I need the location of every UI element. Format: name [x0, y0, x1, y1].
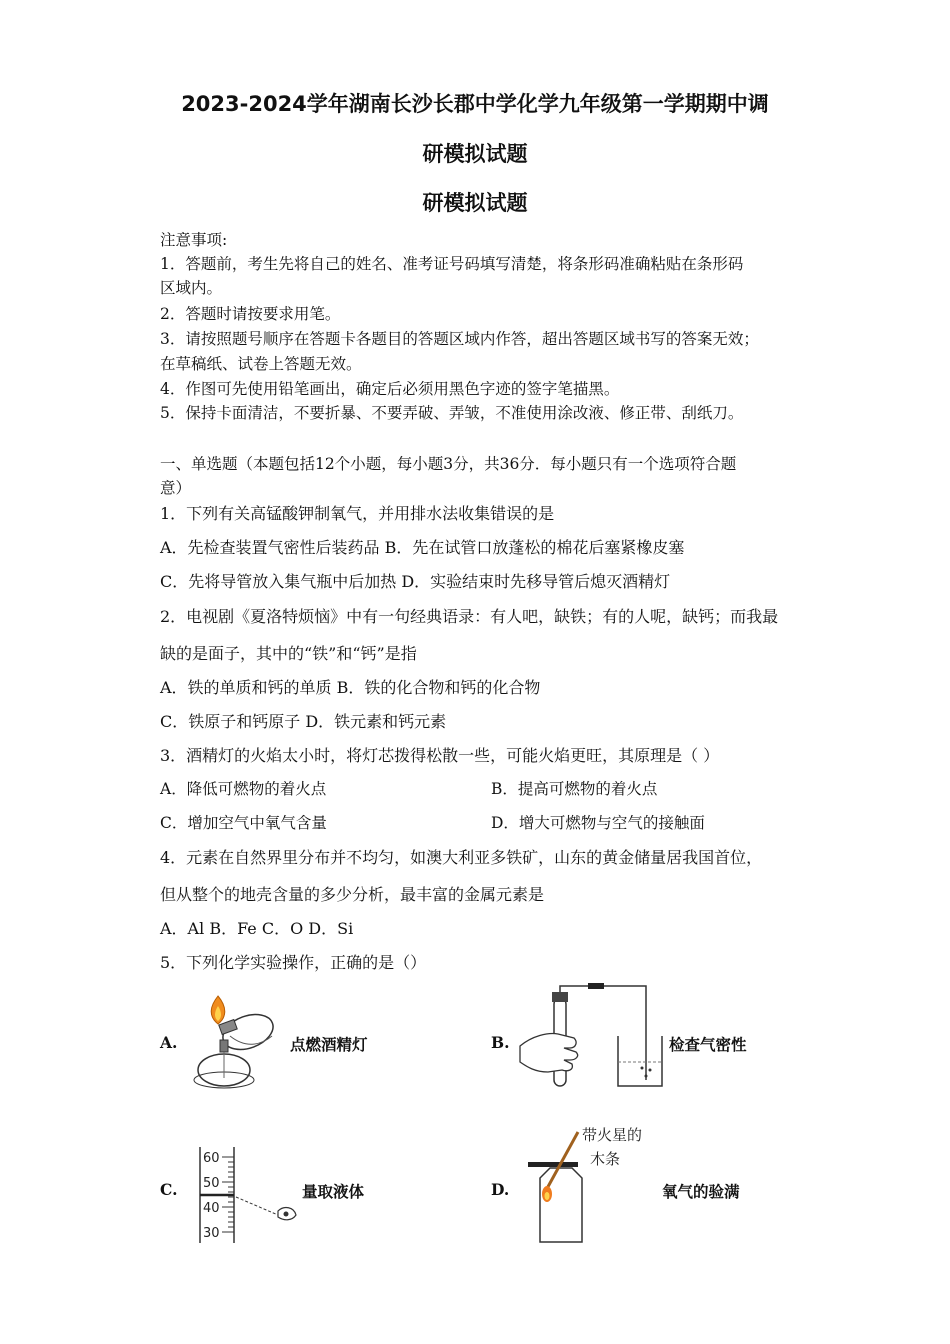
question-5-option-c-caption: 量取液体 — [302, 1182, 365, 1201]
oxygen-full-test-figure — [520, 1122, 670, 1251]
page-subtitle: 研模拟试题 — [422, 191, 528, 215]
alcohol-lamp-lighting-figure — [190, 988, 285, 1097]
question-5-option-b-caption: 检查气密性 — [669, 1035, 747, 1054]
question-2-options-ab: A．铁的单质和钙的单质 B．铁的化合物和钙的化合物 — [160, 678, 541, 697]
question-5-stem: 5．下列化学实验操作，正确的是（） — [160, 953, 427, 972]
notice-item: 2．答题时请按要求用笔。 — [160, 305, 341, 323]
question-5-option-d-label: D. — [491, 1180, 510, 1199]
question-2-stem: 2．电视剧《夏洛特烦恼》中有一句经典语录：有人吧，缺铁；有的人呢，缺钙；而我最 — [160, 607, 779, 626]
wood-splint-note: 带火星的 — [582, 1126, 643, 1144]
notice-item: 5．保持卡面清洁，不要折暴、不要弄破、弄皱，不准使用涂改液、修正带、刮纸刀。 — [160, 404, 744, 422]
cylinder-tick-label: 30 — [203, 1226, 220, 1241]
question-4-stem: 4．元素在自然界里分布并不均匀，如澳大利亚多铁矿，山东的黄金储量居我国首位， — [160, 848, 763, 867]
question-2-stem-cont: 缺的是面子，其中的“铁”和“钙”是指 — [160, 644, 417, 663]
question-3-stem: 3．酒精灯的火焰太小时，将灯芯拨得松散一些，可能火焰更旺，其原理是（ ） — [160, 746, 720, 765]
question-5-option-a-caption: 点燃酒精灯 — [290, 1035, 368, 1054]
question-5-option-a-label: A. — [160, 1033, 178, 1052]
question-3-option-c: C．增加空气中氧气含量 — [160, 814, 327, 832]
question-3-option-b: B．提高可燃物的着火点 — [491, 780, 658, 798]
question-1-stem: 1．下列有关高锰酸钾制氧气，并用排水法收集错误的是 — [160, 504, 555, 523]
notice-item: 在草稿纸、试卷上答题无效。 — [160, 355, 362, 373]
question-3-option-a: A．降低可燃物的着火点 — [160, 780, 327, 798]
question-4-options: A．Al B．Fe C．O D．Si — [160, 919, 354, 938]
notice-heading: 注意事项: — [160, 231, 228, 249]
question-3-option-d: D．增大可燃物与空气的接触面 — [491, 814, 705, 832]
question-5-option-b-label: B. — [491, 1033, 510, 1052]
question-5-option-c-label: C. — [160, 1180, 178, 1199]
graduated-cylinder-figure — [196, 1145, 306, 1249]
notice-item: 区域内。 — [160, 279, 223, 297]
cylinder-tick-label: 50 — [203, 1176, 220, 1191]
section-heading-cont: 意） — [160, 479, 192, 497]
question-1-options-cd: C．先将导管放入集气瓶中后加热 D．实验结束时先移导管后熄灭酒精灯 — [160, 572, 671, 591]
notice-item: 3．请按照题号顺序在答题卡各题目的答题区域内作答，超出答题区域书写的答案无效； — [160, 330, 759, 348]
wood-splint-note-cont: 木条 — [590, 1150, 621, 1168]
notice-item: 4．作图可先使用铅笔画出，确定后必须用黑色字迹的签字笔描黑。 — [160, 380, 620, 398]
question-1-options-ab: A．先检查装置气密性后装药品 B．先在试管口放蓬松的棉花后塞紧橡皮塞 — [160, 538, 685, 557]
section-heading: 一、单选题（本题包括12个小题，每小题3分，共36分．每小题只有一个选项符合题 — [160, 455, 737, 473]
question-4-stem-cont: 但从整个的地壳含量的多少分析，最丰富的金属元素是 — [160, 885, 545, 904]
question-5-option-d-caption: 氧气的验满 — [662, 1182, 740, 1201]
cylinder-tick-label: 60 — [203, 1151, 220, 1166]
airtightness-check-figure — [518, 980, 668, 1094]
notice-item: 1．答题前，考生先将自己的姓名、准考证号码填写清楚，将条形码准确粘贴在条形码 — [160, 255, 744, 273]
question-2-options-cd: C．铁原子和钙原子 D．铁元素和钙元素 — [160, 712, 447, 731]
page-title: 2023-2024学年湖南长沙长郡中学化学九年级第一学期期中调 — [181, 92, 769, 116]
cylinder-tick-label: 40 — [203, 1201, 220, 1216]
page-title-line2: 研模拟试题 — [422, 142, 528, 166]
